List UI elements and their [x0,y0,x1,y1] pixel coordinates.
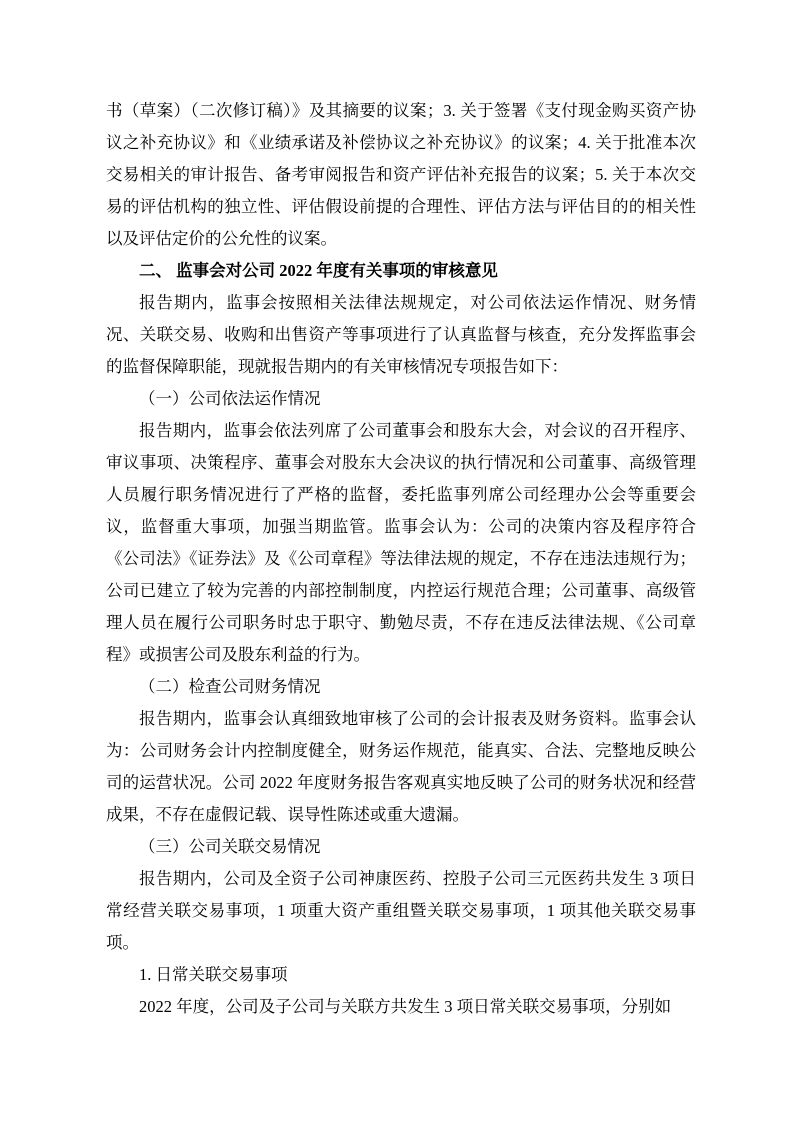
paragraph-financial-inspection: 报告期内，监事会认真细致地审核了公司的会计报表及财务资料。监事会认为：公司财务会计内控制度健全，财务运作规范，能真实、合法、完整地反映公司的运营状况。公司 2022 年度财务报告客观真实地反映了公司的财务状况和经营成果，不存在虚假记载、误导性陈述或重大遗漏。 [106,709,696,824]
document-body [106,95,696,1023]
paragraph-continued-from-previous-page: 书（草案）（二次修订稿）》及其摘要的议案；3. 关于签署《支付现金购买资产协议之补充协议》和《业绩承诺及补偿协议之补充协议》的议案；4. 关于批准本次交易相关的审计报告、备考审阅报告和资产评估补充报告的议案；5. 关于本次交易的评估机构的独立性、评估假设前提的合理性、评估方法与评估目的的相关性以及评估定价的公允性的议案。 [106,101,696,248]
subsection-heading-1: （一）公司依法运作情况 [139,389,321,408]
paragraph-daily-transactions-intro: 2022 年度，公司及子公司与关联方共发生 3 项日常关联交易事项，分别如 [139,997,672,1016]
subsection-heading-2: （二）检查公司财务情况 [139,677,321,696]
subsection-heading-3: （三）公司关联交易情况 [139,837,321,856]
subitem-heading-daily-related-transactions: 1. 日常关联交易事项 [139,965,288,984]
paragraph-section-intro: 报告期内，监事会按照相关法律法规规定，对公司依法运作情况、财务情况、关联交易、收购和出售资产等事项进行了认真监督与核查，充分发挥监事会的监督保障职能，现就报告期内的有关审核情况专项报告如下： [106,293,696,376]
paragraph-related-transactions: 报告期内，公司及全资子公司神康医药、控股子公司三元医药共发生 3 项日常经营关联交易事项，1 项重大资产重组暨关联交易事项，1 项其他关联交易事项。 [106,869,696,952]
paragraph-lawful-operation: 报告期内，监事会依法列席了公司董事会和股东大会，对会议的召开程序、审议事项、决策程序、董事会对股东大会决议的执行情况和公司董事、高级管理人员履行职务情况进行了严格的监督，委托监事列席公司经理办公会等重要会议，监督重大事项，加强当期监管。监事会认为：公司的决策内容及程序符合《公司法》《证券法》及《公司章程》等法律法规的规定，不存在违法违规行为；公司已建立了较为完善的内部控制制度，内控运行规范合理；公司董事、高级管理人员在履行公司职务时忠于职守、勤勉尽责，不存在违反法律法规、《公司章程》或损害公司及股东利益的行为。 [106,421,696,664]
section-heading-2: 二、 监事会对公司 2022 年度有关事项的审核意见 [139,261,498,280]
